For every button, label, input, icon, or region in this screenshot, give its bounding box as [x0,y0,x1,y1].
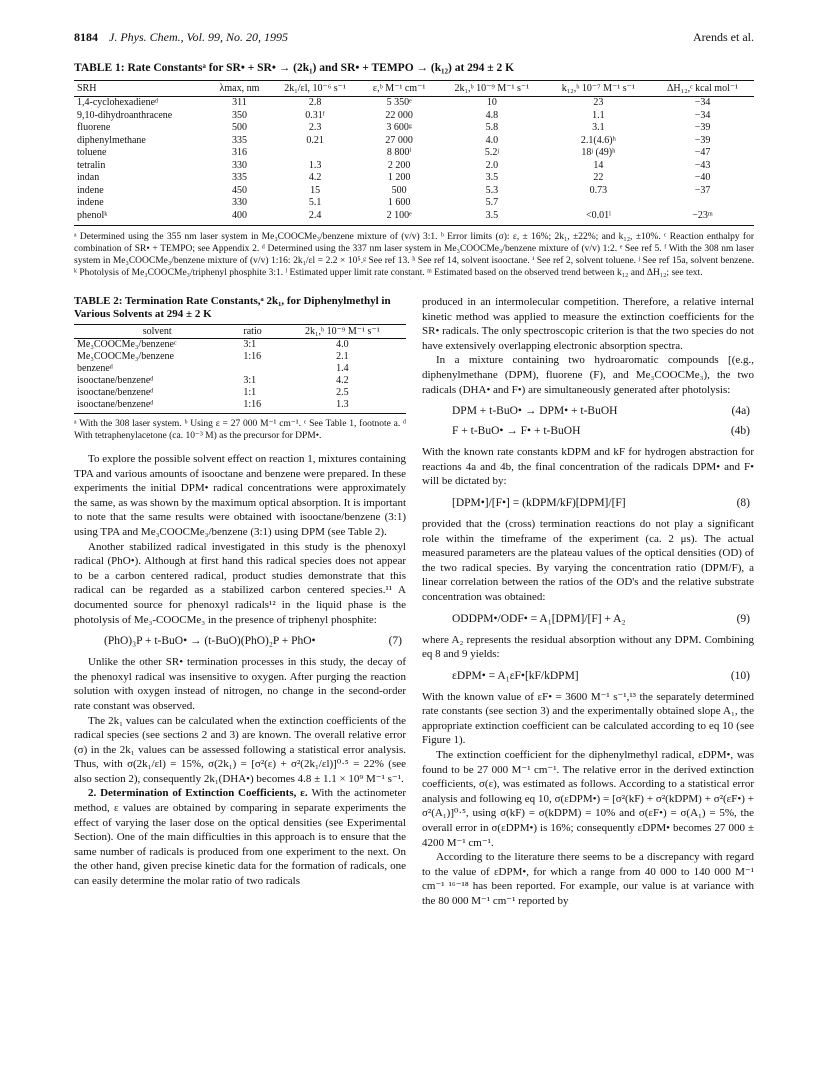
table1-cell: −40 [694,172,711,183]
table1-cell: 3 600ᵍ [386,122,412,133]
table1-cell: 330 [231,159,247,171]
table1-cell: 3.1 [592,122,605,133]
table1-cell: −39 [694,134,711,146]
table1-cell: 22 000 [385,109,413,121]
table2-cell: 3:1 [243,339,257,350]
body-paragraph: produced in an intermolecular competition. Therefore, a relative internal kinetic method was applied to measure the extinction coefficients for the SR• radicals. The only spectroscopic criterion is that the two species do not have extensively overlapping electronic absorption spectra. [422,296,754,352]
equation-number: (10) [730,669,750,682]
equation-text: (PhO)₃P + t-BuO• → (t-BuO)(PhO)₂P + PhO• [104,635,316,648]
body-paragraph: where A₂ represents the residual absorption without any DPM. Combining eq 8 and 9 yields: [422,633,754,661]
table2-cell: benzeneᵈ [77,363,113,374]
table1-cell: 330 [231,197,247,208]
table1 [74,80,754,226]
body-paragraph: provided that the (cross) termination reactions do not play a significant role within the timeframe of the experiment (ca. 2 μs). The actual measured parameters are the plateau values of the optical densities (OD) of the two radical species. By varying the concentration ratio (DPM/F), a linear correlation between the ratios of the OD's and the relative substrate concentration was obtained: [422,517,754,603]
equation-text: [DPM•]/[F•] = (kDPM/kF)[DPM]/[F] [452,496,626,509]
table2-row [74,351,406,363]
equation-9 [422,605,754,633]
table2-cell: 1:16 [243,351,262,362]
table1-col-header: ΔH₁₂,ᶜ kcal mol⁻¹ [651,81,754,97]
table1-cell: −34 [694,97,711,108]
left-column [74,295,406,909]
table1-cell: 8 800ⁱ [386,147,412,158]
equation-number: (9) [736,612,750,625]
table1-cell: 3.5 [438,210,546,226]
table2-row [74,363,406,375]
table1-cell: 350 [231,109,247,121]
table1-cell [546,197,652,210]
equation-text: DPM + t-BuO• → DPM• + t-BuOH [452,405,618,418]
table1-cell: tetralin [77,159,106,171]
table1-col-header: λmax, nm [209,81,270,97]
table1-cell: <0.01ˡ [546,210,652,226]
body-paragraph: Unlike the other SR• termination processes in this study, the decay of the phenoxyl radical was insensitive to oxygen. After purging the reaction solution with oxygen instead of nitrogen, no change in the second-order rate constant was observed. [74,656,406,712]
section-text: With the actinometer method, ε values are obtained by comparing in separate experiments the effect of varying the laser dose on the optical densities (see Experimental Section). One of the main difficulties in this approach is to ensure that the same number of radicals is produced from one experiment to the next. On the other hand, given precise kinetic data for the formation of radicals, one can easily determine the molar ratio of two radicals [74,787,406,888]
table1-cell: 2.0 [485,159,499,171]
table1-cell: −23ᵐ [651,210,754,226]
table1-cell: 2.1(4.6)ʰ [580,134,616,146]
table1-title: TABLE 1: Rate Constantsᵃ for SR• + SR• → (2k₁) and SR• + TEMPO → (k₁₂) at 294 ± 2 K [74,62,515,74]
table1-cell: 0.31ᶠ [305,109,325,121]
table1-cell: 335 [231,134,247,146]
table1-row [74,147,754,160]
table1-cell: 10 [486,97,497,108]
table2-cell: isooctane/benzeneᵈ [77,387,154,398]
equation-number: (7) [388,635,402,648]
table1-cell: 4.2 [308,172,322,183]
table2-header-row [74,325,406,339]
table2-title: TABLE 2: Termination Rate Constants,ᵃ 2k₁, for Diphenylmethyl in Various Solvents at 294 ± 2 K [74,295,391,320]
table1-row [74,210,754,226]
equation-text: εDPM• = A₁εF•[kF/kDPM] [452,669,579,682]
equation-10 [422,662,754,690]
equation-7 [74,627,406,655]
table2-row [74,387,406,399]
table1-cell: 311 [232,97,247,108]
table2-cell: Me₃COOCMe₃/benzeneᶜ [77,339,177,350]
table1-cell: −34 [694,109,711,121]
section-heading: 2. Determination of Extinction Coefficients, ε. [88,787,308,800]
body-paragraph: With the known rate constants kDPM and kF for hydrogen abstraction for reactions 4a and 4b, the final concentration of the radicals DPM• and F• will be dictated by: [422,446,754,488]
table1-cell [270,147,360,160]
table1-cell: fluorene [77,122,111,133]
table1-cell: toluene [77,147,107,158]
equation-text: F + t-BuO• → F• + t-BuOH [452,425,581,438]
table1-cell: −47 [694,147,711,158]
table1-cell: phenolᵏ [74,210,209,226]
table1-cell: 4.8 [485,109,499,121]
table1-cell: 500 [231,122,247,133]
table1-cell: 5.8 [485,122,499,133]
table1-cell: 4.0 [485,134,499,146]
paper-page [74,30,754,909]
table1-cell: diphenylmethane [77,134,146,146]
body-paragraph: To explore the possible solvent effect on reaction 1, mixtures containing TPA and various amounts of isooctane and benzene were prepared. In these experiments the initial DPM• radical concentrations were approximately the same, as was shown by the maximum optical absorption. It is important to note that the same results were obtained with isooctane/benzene (3:1) using TPA and Me₃COOCMe₃/benzene (3:1) using DPM (see Table 2). [74,453,406,538]
table1-header-row [74,81,754,97]
table2-col-header: ratio [240,325,278,339]
two-column-body [74,295,754,909]
table1-cell: 1 200 [387,172,411,183]
equation-number: (8) [736,496,750,509]
table1-cell: 2 200 [387,159,411,171]
table1-cell: 450 [231,184,247,196]
table1-cell: 3.5 [485,172,499,183]
running-header [74,30,754,50]
table1-cell: indan [77,172,100,183]
table1-cell: 1.3 [308,159,322,171]
body-paragraph: The 2k₁ values can be calculated when the extinction coefficients of the radical species (see sections 2 and 3) are known. The overall relative error (σ) in the 2k₁ values can be assessed following a statistical error analysis. Thus, with σ(2k₁/εl) = 15%, σ(2k₁) = [σ²(ε) + σ²(2k₁/εl)]⁰·⁵ = 22% (see also section 2), consequently 2k₁(DHA•) becomes 4.8 ± 1.1 × 10⁹ M⁻¹ s⁻¹. [74,714,406,785]
table2-col-header: solvent [74,325,240,339]
table1-row [74,185,754,198]
table1-cell: indene [77,184,104,196]
table1-cell: 335 [231,172,247,183]
body-paragraph: With the known value of εF• = 3600 M⁻¹ s⁻¹,¹³ the separately determined rate constants (see section 3) and the experimentally obtained slope A₁, the appropriate extinction coefficient can be calculated according to eq 10 (see Figure 1). [422,690,754,747]
table1-row [74,172,754,185]
table2-col-header: 2k₁,ᵇ 10⁻⁹ M⁻¹ s⁻¹ [279,325,406,339]
table2-row [74,339,406,352]
table1-row [74,110,754,123]
table1-cell: 5 350ᵉ [386,97,412,108]
body-paragraph: Another stabilized radical investigated in this study is the phenoxyl radical (PhO•). Although at first hand this radical species does not appear to be a carbon centered radical, product studies demonstrate that this radical can be regarded as a stabilized carbon centered species.¹¹ A documented source for phenoxyl radicals¹² in the liquid phase is the photolysis of Me₃-COOCMe₃ in the presence of triphenyl phosphite: [74,540,406,626]
table2-row [74,375,406,387]
table1-cell: 9,10-dihydroanthracene [77,109,173,121]
table2-cell: Me₃COOCMe₃/benzene [77,351,174,362]
table1-row [74,122,754,135]
table1-cell: 5.7 [485,197,499,208]
equation-4a [422,397,754,425]
table2-cell: isooctane/benzeneᵈ [74,399,240,414]
table1-cell: −39 [694,122,711,133]
body-paragraph: The extinction coefficient for the diphenylmethyl radical, εDPM•, was found to be 27 000 M⁻¹ cm⁻¹. The relative error in the derived extinction coefficients, σ(ε), was estimated as follows. According to a statistical error analysis and following eq 10, σ(εDPM•) = [σ²(kF) + σ²(kDPM) + σ²(εF•) + σ²(A₁)]⁰·⁵, using σ(kF) = σ(kDPM) = 10% and σ(εF•) = σ(A₁) = 5%, the overall error in σ(εDPM•) is 16%; consequently εDPM• becomes 27 000 ± 4200 M⁻¹ cm⁻¹. [422,749,754,849]
header-authors: Arends et al. [693,30,754,44]
table1-cell: 2.3 [308,122,322,133]
equation-4b [422,425,754,445]
table1-footnotes: ᵃ Determined using the 355 nm laser system in Me₃COOCMe₃/benzene mixture of (v/v) 3:1. ᵇ Error limits (σ): ε, ± 16%; 2k₁, ±22%; and k₁₂, ±10%. ᶜ Reaction enthalpy for combination of SR• + TEMPO; see Appendix 2. ᵈ Determined using the 337 nm laser system in Me₃COOCMe₃/benzene mixture of (v/v) 1:2. ᵉ See ref 5. ᶠ With the 308 nm laser system in Me₃COOCMe₃/benzene mixture of (v/v) 1:16: 2k₁/εl = 2.2 × 10⁵.ᵍ See ref 13. ʰ See ref 14, solvent isooctane. ⁱ See ref 2, solvent toluene. ʲ See ref 15a, solvent benzene. ᵏ Photolysis of Me₃COOCMe₃/triphenyl phosphite 3:1. ˡ Estimated upper limit rate constant. ᵐ Estimated based on the observed trend between k₁₂ and ΔH₁₂; see text. [74,232,754,278]
table1-col-header: SRH [74,81,209,97]
body-paragraph: According to the literature there seems to be a discrepancy with regard to the value of εDPM•, for which a range from 40 000 to 140 000 M⁻¹ cm⁻¹ ¹⁶⁻¹⁸ has been reported. For example, our value is at variance with the 80 000 M⁻¹ cm⁻¹ reported by [422,851,754,907]
table2-cell: 2.5 [336,387,349,398]
table1-row [74,135,754,148]
table1-cell [651,197,754,210]
table1-cell: 5.2ʲ [484,147,499,158]
table2-footnotes: ᵃ With the 308 laser system. ᵇ Using ε = 27 000 M⁻¹ cm⁻¹. ᶜ See Table 1, footnote a. ᵈ With tetraphenylacetone (ca. 10⁻³ M) as the precursor for DPM•. [74,419,406,441]
table1-row [74,160,754,173]
table1-row [74,197,754,210]
equation-8 [422,489,754,517]
right-column [422,295,754,909]
equation-number: (4b) [730,425,750,438]
table2-cell: isooctane/benzeneᵈ [77,375,154,386]
body-paragraph: In a mixture containing two hydroaromatic compounds [(e.g., diphenylmethane (DPM), fluorene (F), and Me₃COOCMe₃), the two radicals (DHA• and F•) are simultaneously generated after photolysis: [422,354,754,396]
table1-cell: 27 000 [385,134,413,146]
page-number: 8184 [74,30,98,44]
table1-col-header: ε,ᵇ M⁻¹ cm⁻¹ [360,81,438,97]
equation-text: ODDPM•/ODF• = A₁[DPM]/[F] + A₂ [452,612,626,625]
table2-body [74,339,406,414]
table1-cell: 2.4 [270,210,360,226]
table1-cell: 18ʲ (49)ʰ [581,147,616,158]
section-paragraph [74,786,406,888]
table2-cell: 4.0 [336,339,349,350]
table1-col-header: 2k₁,ᵇ 10⁻⁹ M⁻¹ s⁻¹ [438,81,546,97]
table1-cell: 1,4-cyclohexadieneᵈ [77,97,159,108]
table1-cell: 2 100ᵉ [360,210,438,226]
journal-citation: J. Phys. Chem., Vol. 99, No. 20, 1995 [109,30,288,44]
table1-cell: 23 [593,97,604,108]
table1-cell: 316 [231,147,247,158]
table1-cell: −43 [694,159,711,171]
table1-cell: −37 [694,184,711,196]
table1-col-header: 2k₁/εl, 10⁻⁶ s⁻¹ [270,81,360,97]
equation-number: (4a) [731,405,750,418]
table1-cell: 14 [593,159,604,171]
table1-cell: 22 [593,172,604,183]
table1-cell: 5.3 [485,184,499,196]
table2-cell: 3:1 [243,375,257,386]
table1-cell: 2.8 [308,97,322,108]
table1-cell: 400 [209,210,270,226]
table1-cell: 1.1 [592,109,605,121]
table1-cell: 0.73 [589,184,608,196]
table1-col-header: k₁₂,ᵇ 10⁻⁷ M⁻¹ s⁻¹ [546,81,652,97]
table2-cell: 1:1 [243,387,257,398]
table1-cell: 0.21 [306,134,324,146]
table2-cell: 2.1 [336,351,349,362]
table1-cell: 1 600 [387,197,411,208]
table2-cell [240,363,278,375]
table2-cell: 1:16 [240,399,278,414]
table2-cell: 1.3 [279,399,406,414]
table1-cell: 15 [310,184,321,196]
table1-row [74,97,754,110]
table1-cell: 5.1 [308,197,322,208]
header-left [74,30,288,45]
table2-cell: 1.4 [336,363,349,374]
table2-cell: 4.2 [336,375,349,386]
table1-body [74,97,754,226]
table1-cell: indene [77,197,104,208]
table2 [74,324,406,414]
table2-row [74,399,406,414]
table1-cell: 500 [391,184,407,196]
